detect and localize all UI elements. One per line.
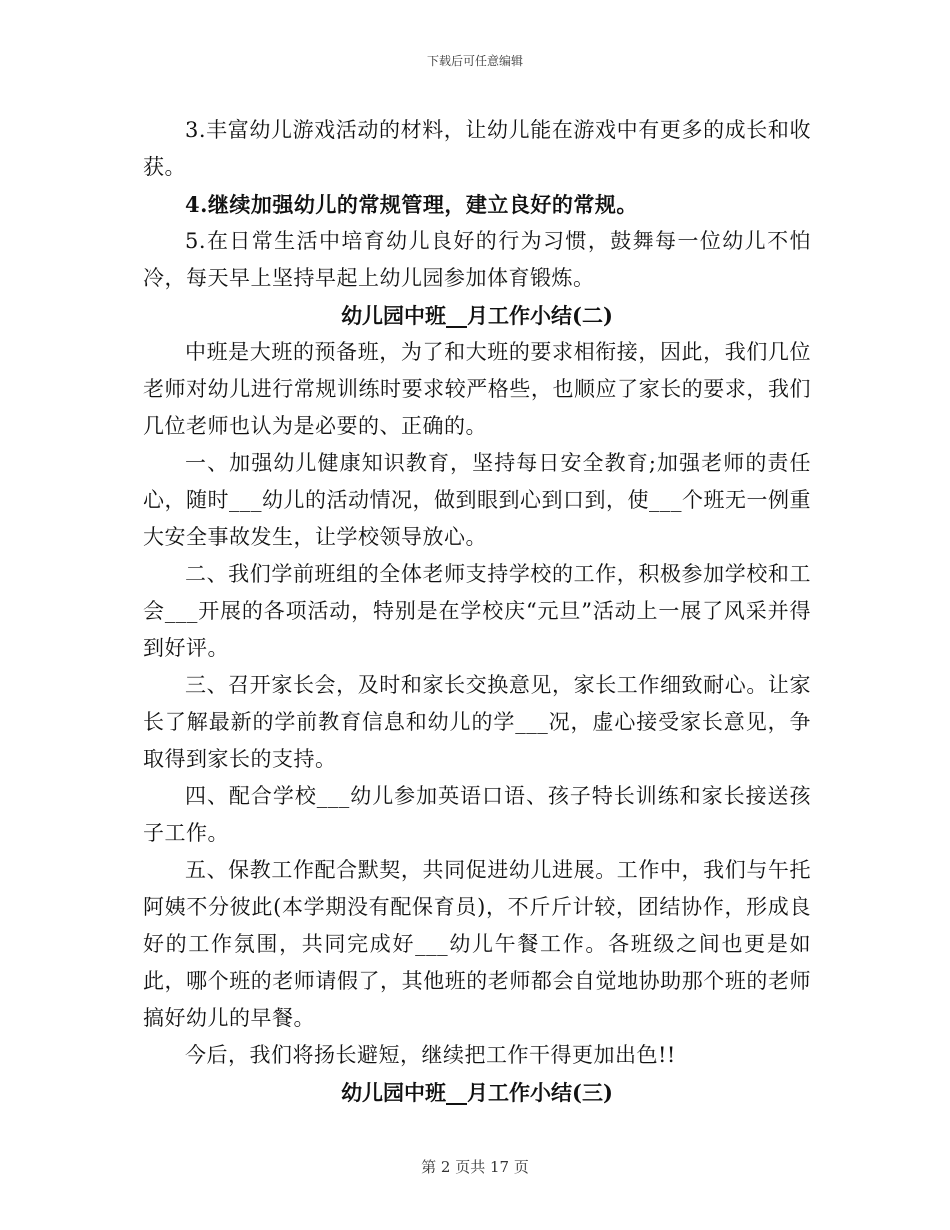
page-footer: 第 2 页共 17 页 — [421, 1158, 529, 1176]
paragraph-closing: 今后，我们将扬长避短，继续把工作干得更加出色!! — [185, 1043, 676, 1067]
paragraph-item-5: 5.在日常生活中培育幼儿良好的行为习惯，鼓舞每一位幼儿不怕冷，每天早上坚持早起上幼儿园参加体育锻炼。 — [143, 229, 811, 290]
section-heading-2: 幼儿园中班__月工作小结(二) — [341, 303, 613, 328]
page-header: 下载后可任意编辑 — [426, 54, 523, 68]
document-body — [143, 112, 811, 1111]
paragraph-intro: 中班是大班的预备班，为了和大班的要求相衔接，因此，我们几位老师对幼儿进行常规训练时要求较严格些，也顺应了家长的要求，我们几位老师也认为是必要的、正确的。 — [143, 340, 811, 438]
paragraph-item-3: 3.丰富幼儿游戏活动的材料，让幼儿能在游戏中有更多的成长和收获。 — [143, 118, 811, 179]
paragraph-point-3: 三、召开家长会，及时和家长交换意见，家长工作细致耐心。让家长了解最新的学前教育信息和幼儿的学___况，虚心接受家长意见，争取得到家长的支持。 — [143, 673, 811, 771]
paragraph-point-4: 四、配合学校___幼儿参加英语口语、孩子特长训练和家长接送孩子工作。 — [143, 784, 811, 845]
section-heading-3: 幼儿园中班__月工作小结(三) — [341, 1080, 613, 1105]
paragraph-point-5: 五、保教工作配合默契，共同促进幼儿进展。工作中，我们与午托阿姨不分彼此(本学期没有配保育员)，不斤斤计较，团结协作，形成良好的工作氛围，共同完成好___幼儿午餐工作。各班级之间也更是如此，哪个班的老师请假了，其他班的老师都会自觉地协助那个班的老师搞好幼儿的早餐。 — [143, 858, 811, 1030]
paragraph-point-1: 一、加强幼儿健康知识教育，坚持每日安全教育;加强老师的责任心，随时___幼儿的活动情况，做到眼到心到口到，使___个班无一例重大安全事故发生，让学校领导放心。 — [143, 451, 811, 549]
paragraph-item-4-bold: 4.继续加强幼儿的常规管理，建立良好的常规。 — [185, 192, 638, 217]
paragraph-point-2: 二、我们学前班组的全体老师支持学校的工作，积极参加学校和工会___开展的各项活动，特别是在学校庆“元旦”活动上一展了风采并得到好评。 — [143, 562, 811, 660]
